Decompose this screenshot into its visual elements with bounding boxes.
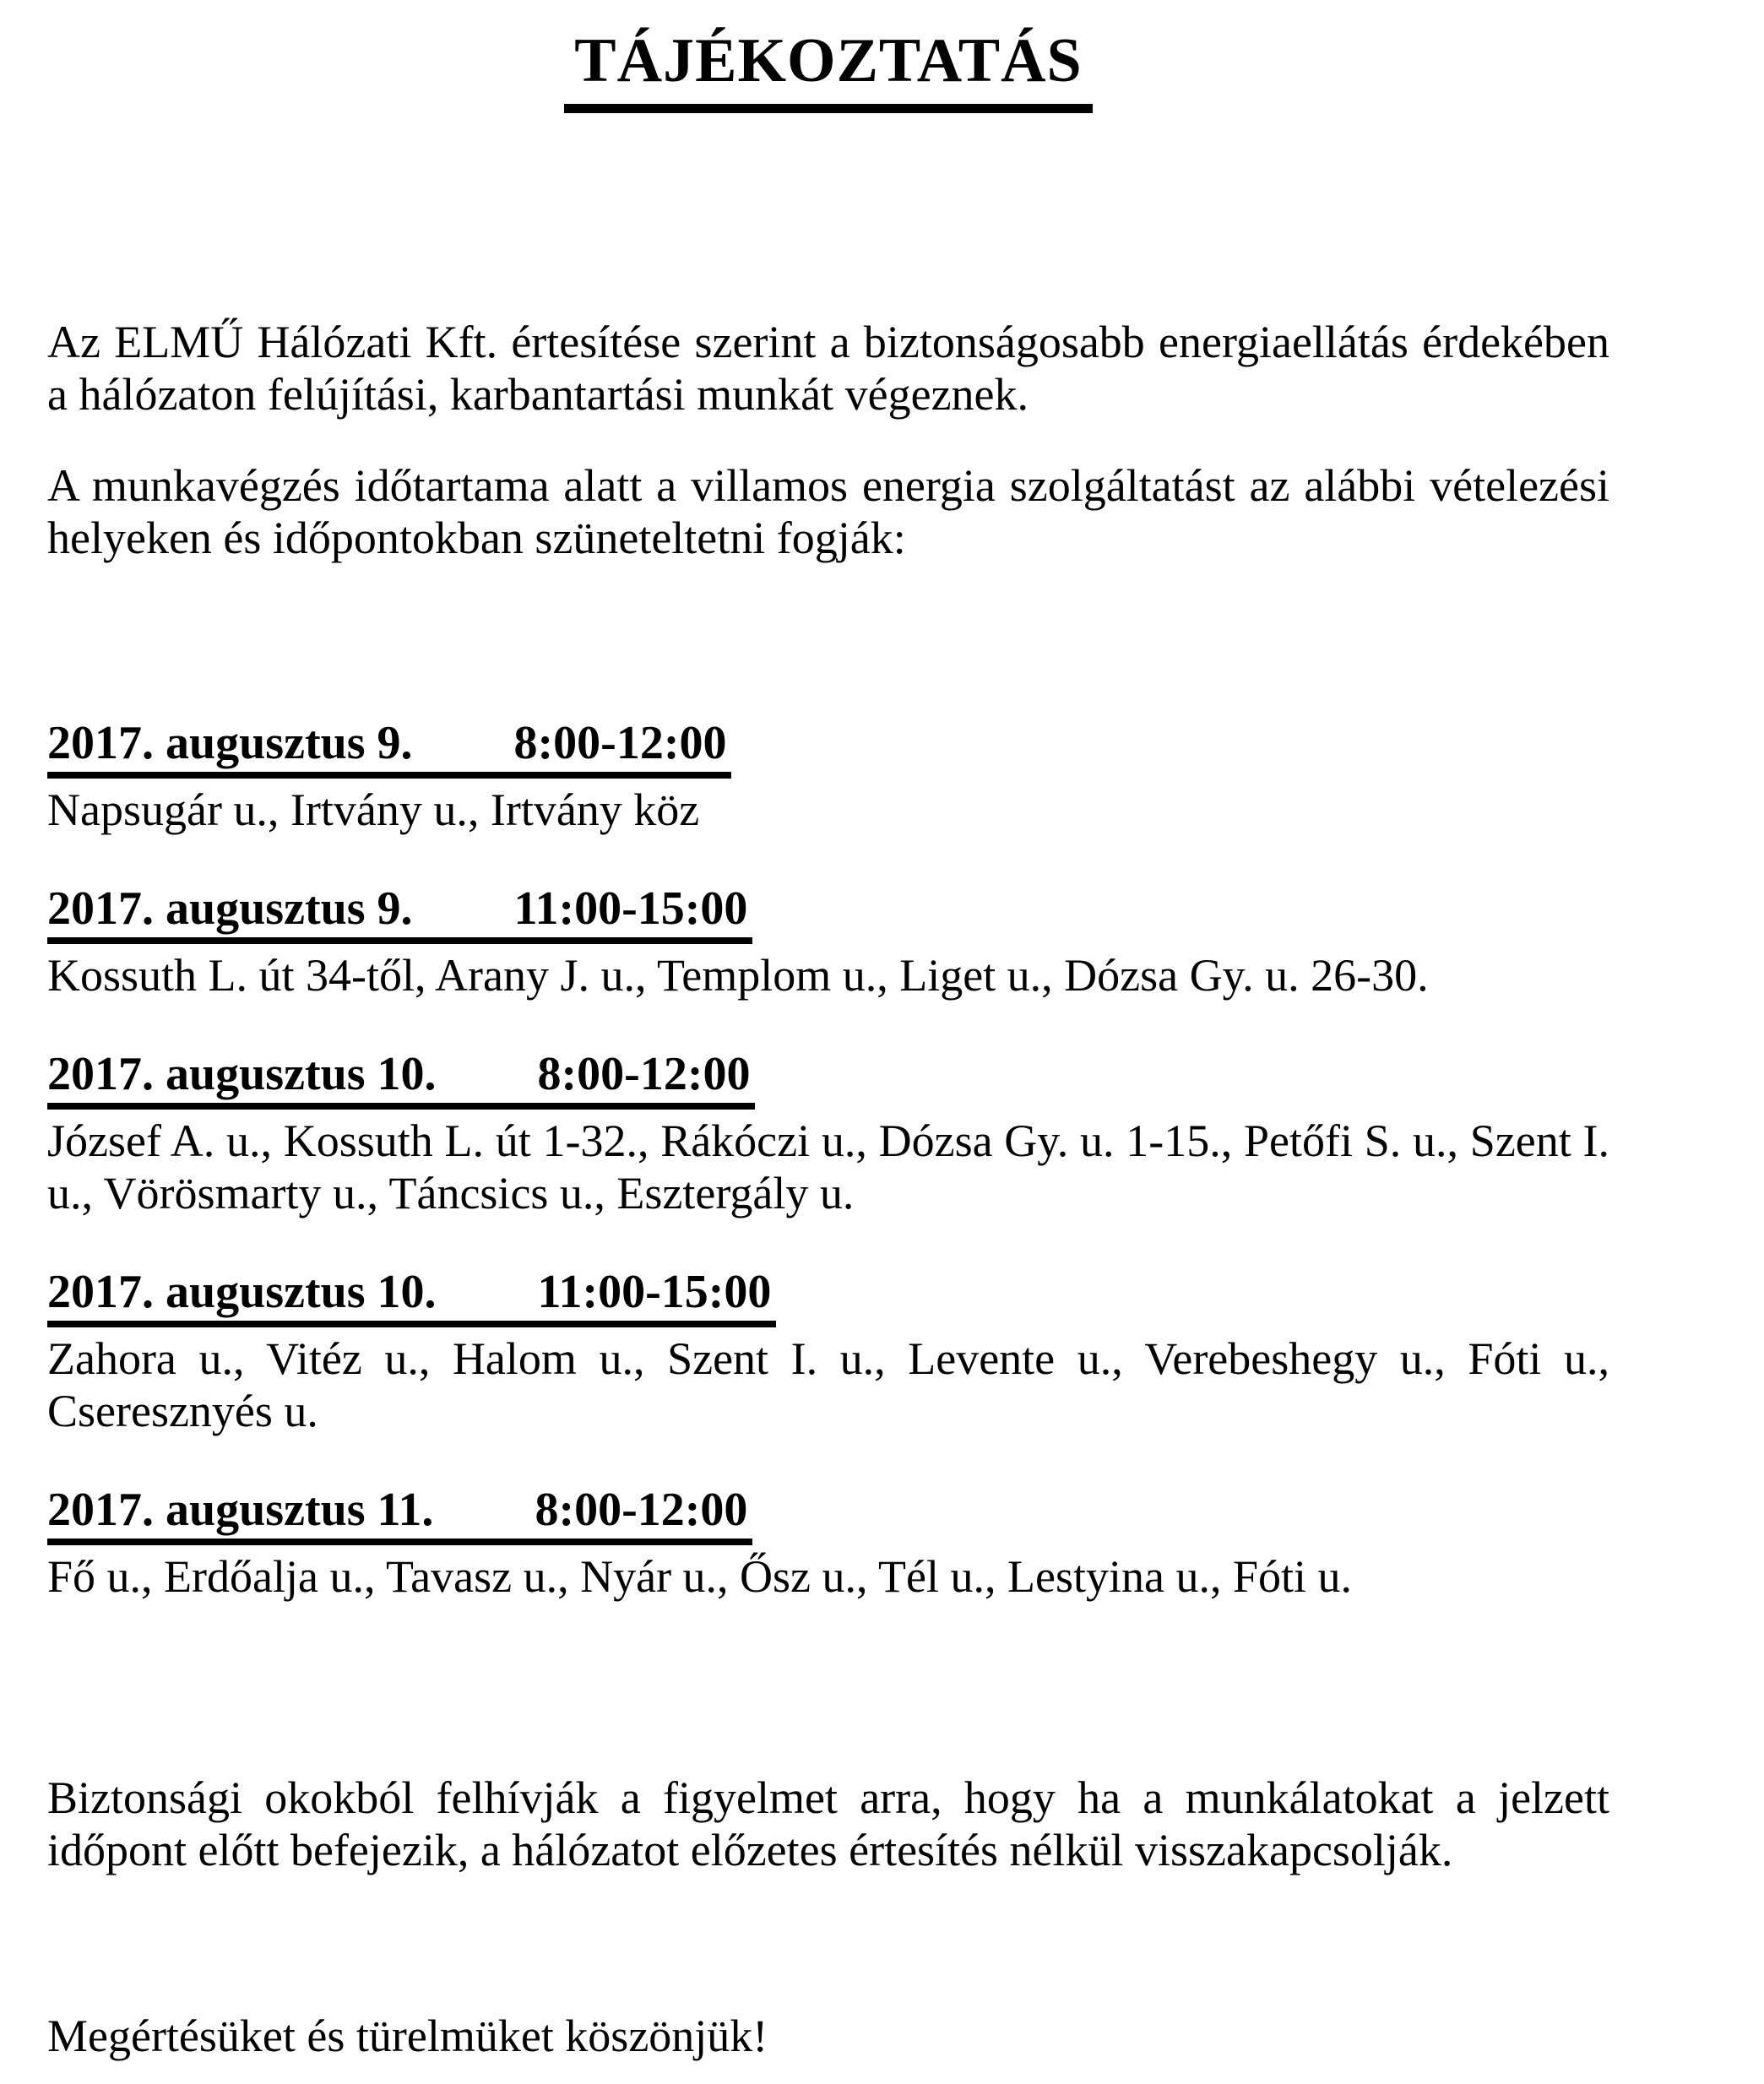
outage-time: 8:00-12:00 [535,1484,748,1536]
outage-locations: Napsugár u., Irtvány u., Irtvány köz [47,784,700,835]
intro-paragraph-2: A munkavégzés időtartama alatt a villamos energia szolgáltatást az alábbi vételezési helyeken és időpontokban szüneteltetni fogják: [47,460,1609,563]
outage-time: 8:00-12:00 [513,717,727,769]
outage-time: 11:00-15:00 [513,882,748,935]
closing-line: Megértésüket és türelmüket köszönjük! [47,2011,768,2061]
outage-schedule [47,716,1609,1603]
outage-locations: Zahora u., Vitéz u., Halom u., Szent I. u., Levente u., Verebeshegy u., Fóti u., Cseresznyés u. [47,1333,1609,1436]
outage-time: 8:00-12:00 [537,1048,751,1100]
outage-heading-2 [47,882,752,944]
safety-note-paragraph: Biztonsági okokból felhívják a figyelmet arra, hogy ha a munkálatokat a jelzett időpont előtt befejezik, a hálózatot előzetes értesítés nélkül visszakapcsolják. [47,1772,1609,1875]
outage-date: 2017. augusztus 10. [47,1266,437,1318]
outage-section-2 [47,882,1609,1001]
outage-section-4 [47,1265,1609,1437]
outage-heading-5 [47,1483,752,1545]
title-wrap [47,25,1609,113]
outage-time: 11:00-15:00 [537,1266,772,1318]
outage-locations: Kossuth L. út 34-től, Arany J. u., Templom u., Liget u., Dózsa Gy. u. 26-30. [47,950,1429,1001]
outage-heading-1 [47,716,731,779]
outage-section-3 [47,1047,1609,1219]
outage-locations: Fő u., Erdőalja u., Tavasz u., Nyár u., Ősz u., Tél u., Lestyina u., Fóti u. [47,1551,1352,1602]
outage-date: 2017. augusztus 10. [47,1048,437,1100]
notice-content [0,25,1609,2062]
outage-date: 2017. augusztus 11. [47,1484,434,1536]
outage-date: 2017. augusztus 9. [47,882,413,935]
intro-paragraph-1: Az ELMŰ Hálózati Kft. értesítése szerint a biztonságosabb energiaellátás érdekében a hálózaton felújítási, karbantartási munkát végeznek. [47,317,1609,420]
outage-locations: József A. u., Kossuth L. út 1-32., Rákóczi u., Dózsa Gy. u. 1-15., Petőfi S. u., Szent I. u., Vörösmarty u., Táncsics u., Esztergály u. [47,1115,1609,1218]
outage-heading-4 [47,1265,776,1327]
page-title: TÁJÉKOZTATÁS [564,25,1092,113]
outage-section-1 [47,716,1609,836]
outage-section-5 [47,1483,1609,1603]
outage-heading-3 [47,1047,755,1110]
outage-date: 2017. augusztus 9. [47,717,413,769]
